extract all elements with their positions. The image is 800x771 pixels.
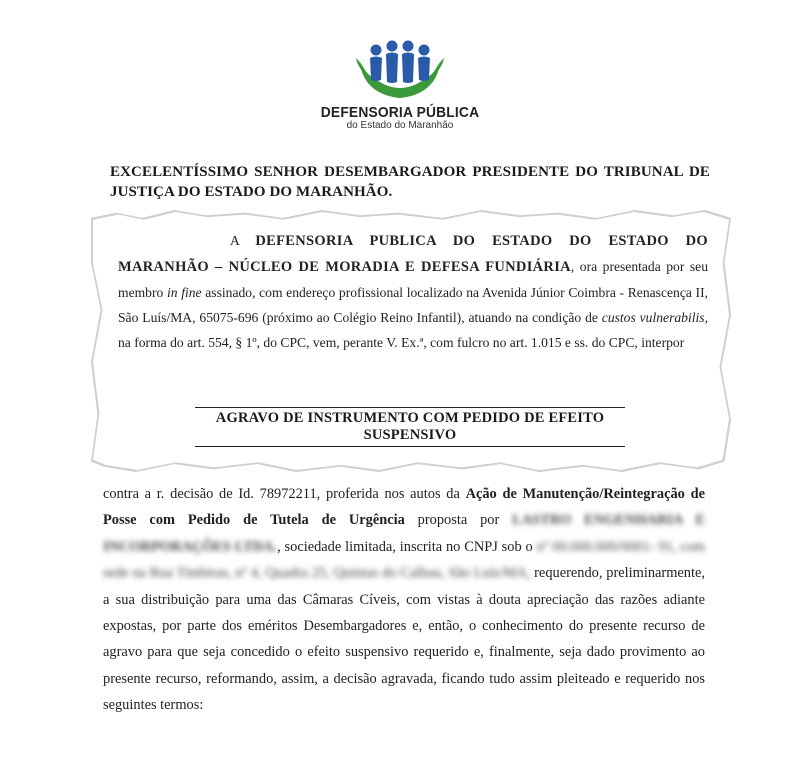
people-hands-icon xyxy=(354,40,446,102)
addressee-heading: EXCELENTÍSSIMO SENHOR DESEMBARGADOR PRESIDENTE DO TRIBUNAL DE JUSTIÇA DO ESTADO DO MARANHÃO. xyxy=(110,164,710,200)
intro-text-1: , ora presentada por seu membro xyxy=(118,259,708,300)
petition-title-line2: SUSPENSIVO xyxy=(363,427,457,443)
action-name: Ação de Manutenção/Reintegração de Posse com Pedido de Tutela de Urgência xyxy=(103,486,705,529)
defensoria-logo xyxy=(300,40,500,140)
intro-text-2: assinado, com endereço profissional localizado na Avenida Júnior Coimbra - Renascença II, São Luís/MA, 65075-696 (próximo ao Colégio Reino Infantil), atuando na condição de xyxy=(118,285,709,325)
redacted-company: LASTRO ENGENHARIA E INCORPORAÇÕES LTDA. xyxy=(103,512,705,555)
intro-text-3: , na forma do art. 554, § 1º, do CPC, vem, perante V. Ex.ª, com fulcro no art. 1.015 e ss. do CPC, interpor xyxy=(118,310,708,350)
in-fine-italic: in fine xyxy=(166,285,202,300)
body-text-3: , sociedade limitada, inscrita no CNPJ sob o xyxy=(277,538,537,555)
party-name: DEFENSORIA PUBLICA DO ESTADO DO ESTADO DO MARANHÃO – NÚCLEO DE MORADIA E DEFESA FUNDIÁRIA xyxy=(118,233,708,275)
logo-title: DEFENSORIA PÚBLICA xyxy=(320,104,480,121)
petition-title xyxy=(195,407,625,447)
redacted-address: 91, com sede na Rua Timbiras, nº 4, Quadra 25, Quintas do Calhau, São Luís/MA, xyxy=(103,538,705,582)
logo-subtitle: do Estado do Maranhão xyxy=(346,120,454,131)
petition-title-line1: AGRAVO DE INSTRUMENTO COM PEDIDO DE EFEITO xyxy=(215,410,605,426)
body-text-2: proposta por xyxy=(404,512,513,529)
intro-paragraph xyxy=(118,228,708,355)
body-text-1: contra a r. decisão de Id. 78972211, proferida nos autos da xyxy=(103,486,466,502)
body-text-4: requerendo, preliminarmente, a sua distribuição para uma das Câmaras Cíveis, com vistas à douta apreciação das razões adiante expostas, por parte dos eméritos Desembargadores e, então, o conhecimento do presente recurso de agravo para que seja concedido o efeito suspensivo requerido e, finalmente, seja dado provimento ao presente recurso, reformando, assim, a decisão agravada, ficando tudo assim pleiteado e requerido nos seguintes termos: xyxy=(103,565,705,714)
body-paragraph xyxy=(103,481,705,719)
intro-article: A xyxy=(230,233,240,248)
redacted-cnpj: nº 00.000.000/0001- xyxy=(536,538,655,555)
custos-italic: custos vulnerabilis xyxy=(601,310,705,325)
